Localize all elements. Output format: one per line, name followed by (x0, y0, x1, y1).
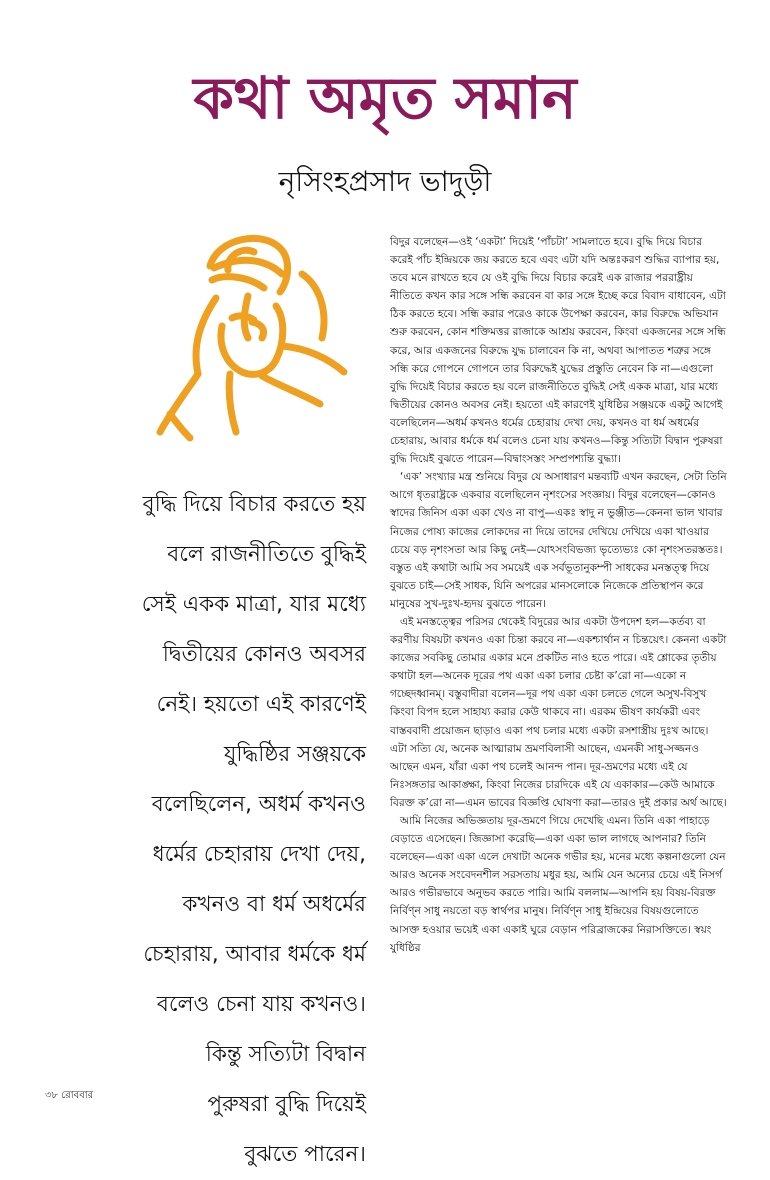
pull-quote-line: বলেও চেনা যায় কখনও। (156, 992, 366, 1017)
sage-sketch-icon (152, 226, 362, 446)
pull-quote-line: যুদ্ধিষ্ঠির সঞ্জয়কে (223, 742, 366, 767)
pull-quote-line: বলে রাজনীতিতে বুদ্ধিই (167, 542, 366, 567)
page-folio: ৩৮ রোববার (45, 1090, 94, 1101)
author-name: নৃসিংহপ্রসাদ ভাদুড়ী (278, 165, 492, 198)
body-paragraph: ‘এক’ সংখ্যার মন্ত্র শুনিয়ে বিদুর যে অসাধারণ মন্তব্যটি এখন করছেন, সেটা তিনি আগে ধৃতরাষ্ট্রকে একবার বলেছিলেন নৃশংসের সংজ্ঞায়। বিদুর বলেছেন—কোনও স্বাদের জিনিস একা একা খেও না বাপু—একঃ স্বাদু ন ভুঞ্জীত—কেননা ভাল খাবার নিজের পোষ্য কাজের লোকদের না দিয়ে তাদের দেখিয়ে দেখিয়ে একা খাওয়ার চেয়ে বড় নৃশংসতা আর কিছু নেই—যোঽসংবিভজ্য ভৃত্যেভ্যঃ কো নৃশংসতরস্ততঃ। বস্তুত এই কথাটা আমি সব সময়েই এক সর্বভূতানুকম্পী সাধকের মনস্তত্ত্ব দিয়ে বুঝতে চাই—সেই সাধক, যিনি অপরের মানসলোকে নিজেকে প্রতিস্থাপন করে মানুষের সুখ-দুঃখ-হৃদয় বুঝতে পারেন। (390, 471, 727, 610)
body-paragraph: বিদুর বলেছেন—ওই ‘একটা’ দিয়েই ‘পাঁচটা’ সামলাতে হবে। বুদ্ধি দিয়ে বিচার করেই পাঁচ ইন্দ্রিয়কে জয় করতে হবে এবং এটা যদি অন্তঃকরণ শুদ্ধির ব্যাপার হয়, তবে মনে রাখতে হবে যে ওই বুদ্ধি দিয়ে বিচার করেই এক রাজার পররাষ্ট্রীয় নীতিতে কখন কার সঙ্গে সন্ধি করবেন বা কার সঙ্গে ইচ্ছে করে বিবাদ বাধাবেন, এটা ঠিক করতে হবে। সন্ধি করার পরেও কাকে উপেক্ষা করবেন, কার বিরুদ্ধে অভিযান শুরু করবেন, কোন শক্তিমত্তর রাজাকে আশ্রয় করবেন, কিংবা একজনের সঙ্গে সন্ধি করে, আর একজনের বিরুদ্ধে যুদ্ধ চালাবেন কি না, অথবা আপাতত শত্রুর সঙ্গে সন্ধি করে গোপনে গোপনে তার বিরুদ্ধেই যুদ্ধের প্রস্তুতি নেবেন কি না—এগুলো বুদ্ধি দিয়েই বিচার করতে হয় বলে রাজনীতিতে বুদ্ধিই সেই একক মাত্রা, যার মধ্যে দ্বিতীয়ের কোনও অবসর নেই। হয়তো এই কারণেই যুধিষ্ঠির সঞ্জয়কে একটু আগেই বলেছিলেন—অধর্ম কখনও ধর্মের চেহারায় দেখা দেয়, কখনও বা ধর্ম অধর্মের চেহারায়, আবার ধর্মকে ধর্ম বলেও চেনা যায় কখনও—কিন্তু সত্যিটা বিদ্বান পুরুষরা বুদ্ধি দিয়েই বুঝতে পারেন—বিদ্বাংসস্তং সম্প্রপশ্যন্তি বুদ্ধ্যা। (390, 236, 726, 466)
pull-quote-line: সেই একক মাত্রা, যার মধ্যে (141, 592, 366, 617)
article-title: কথা অমৃত সমান (193, 64, 577, 132)
pull-quote (84, 480, 366, 1180)
body-paragraph: আমি নিজের অভিজ্ঞতায় দূর-ভ্রমণে গিয়ে দেখেছি এমন। তিনি একা পাহাড়ে বেড়াতে এসেছেন। জিজ্ঞাসা করেছি—একা একা ভাল লাগছে আপনার? তিনি বলেছেন—একা একা এলে দেখাটা অনেক গভীর হয়, মনের মধ্যে কল্পনাগুলো যেন আরও অনেক সংবেদনশীল সরসতায় মধুর হয়, আমি যেন অন্যের চেয়ে এই নিসর্গ আরও গভীরভাবে অনুভব করতে পারি। আমি বললাম—আপনি হয় বিষয়-বিরক্ত নির্বিণ্ন সাধু নয়তো বড় স্বার্থপর মানুষ। নির্বিণ্ন সাধু ইন্দ্রিয়ের বিষয়গুলোতে আসক্ত হওয়ার ভয়েই একা একাই ঘুরে বেড়ান পরিব্রাজকের নিরাসক্তিতে। স্বয়ং যুধিষ্ঠির (390, 815, 726, 954)
pull-quote-line: বলেছিলেন, অধর্ম কখনও (151, 792, 366, 817)
pull-quote-line: নেই। হয়তো এই কারণেই (156, 692, 366, 717)
article-body-column (390, 233, 728, 957)
sage-illustration (152, 226, 362, 446)
pull-quote-line: ধর্মের চেহারায় দেখা দেয়, (152, 842, 366, 867)
pull-quote-line: পুরুষরা বুদ্ধি দিয়েই (207, 1092, 366, 1117)
pull-quote-line: দ্বিতীয়ের কোনও অবসর (162, 642, 366, 667)
pull-quote-line: বুঝতে পারেন। (244, 1142, 366, 1167)
pull-quote-line: চেহারায়, আবার ধর্মকে ধর্ম (143, 942, 366, 967)
pull-quote-line: কখনও বা ধর্ম অধর্মের (182, 892, 366, 917)
body-paragraph: এই মনস্তত্ত্বের পরিসর থেকেই বিদুরের আর একটা উপদেশ হল—কর্তব্য বা করণীয় বিষয়টা কখনও একা চিন্তা করবে না—একশ্চার্থান ন চিন্তয়েৎ। কেননা একটা কাজের সবকিছু তোমার একার মনে প্রকটিত নাও হতে পারে। এই শ্লোকের তৃতীয় কথাটা হল—অনেক দূরের পথ একা একা চলার চেষ্টা ক’রো না—একো ন গচ্ছেদধ্বানম্। বস্তুবাদীরা বলেন—দূর পথ একা একা চলতে গেলে অসুখ-বিসুখ কিংবা বিপদ হলে সাহায্য করার কেউ থাকবে না। এরকম ভীষণ কার্যকরী এবং বাস্তববাদী প্রয়োজন ছাড়াও একা পথ চলার মধ্যে একটা রসশাস্ত্রীয় দুঃখ আছে। এটা সত্যি যে, অনেক আত্মারাম ভ্রমণবিলাসী আছেন, এমনকী সাধু-সজ্জনও আছেন এমন, যাঁরা একা পথ চলেই আনন্দ পান। দূর-ভ্রমণের মধ্যে এই যে নিঃসঙ্গতার আকাঙ্ক্ষা, কিংবা নিজের চারদিকে এই যে একাকার—কেউ আমাকে বিরক্ত ক’রো না—এমন ভাবের বিজ্ঞপ্তি ঘোষণা করা—তারও দুই প্রকার অর্থ আছে। (390, 615, 727, 809)
pull-quote-line: কিন্তু সত্যিটা বিদ্বান (205, 1042, 366, 1067)
pull-quote-line: বুদ্ধি দিয়ে বিচার করতে হয় (142, 492, 366, 517)
